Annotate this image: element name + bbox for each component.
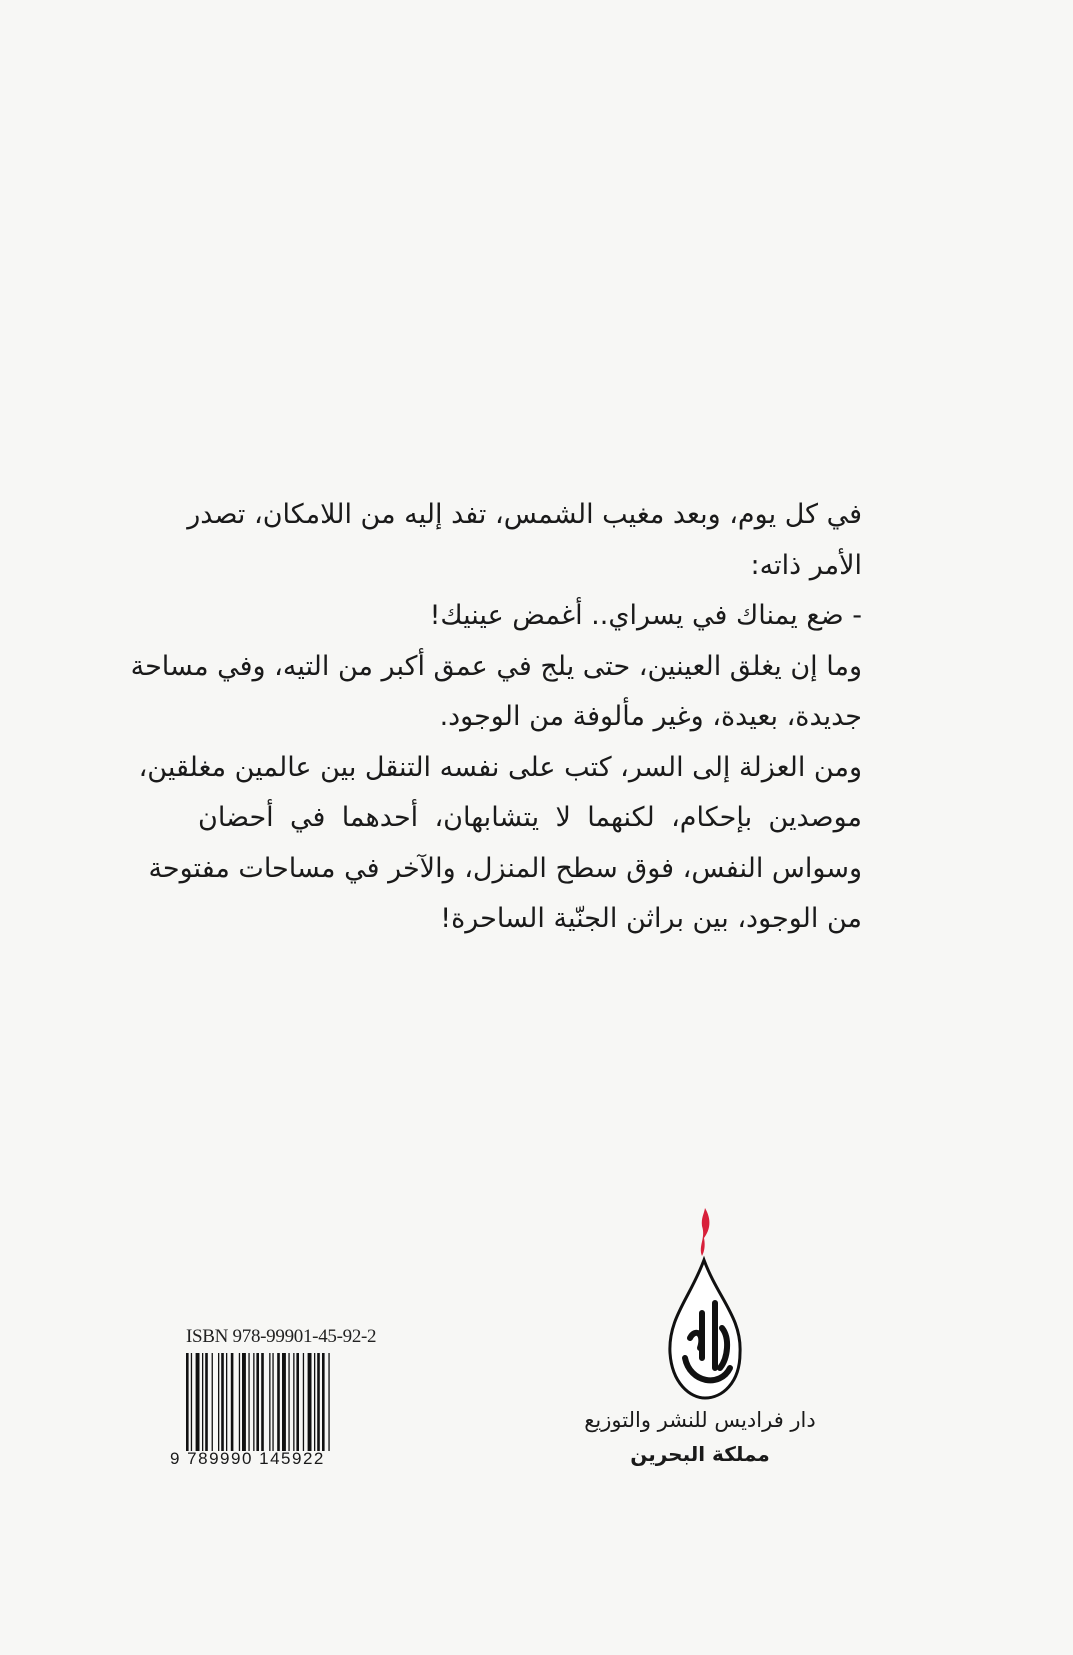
- barcode-bar: [272, 1353, 273, 1451]
- blurb-line: من الوجود، بين براثن الجنّية الساحرة!: [440, 903, 862, 934]
- barcode-bar: [282, 1353, 286, 1451]
- barcode-bar: [314, 1353, 315, 1451]
- blurb-line: جديدة، بعيدة، وغير مألوفة من الوجود.: [439, 701, 862, 732]
- barcode-bar: [218, 1353, 219, 1451]
- blurb-line: في كل يوم، وبعد مغيب الشمس، تفد إليه من اللامكان، تصدر: [187, 499, 862, 530]
- back-cover-blurb: [130, 490, 862, 945]
- barcode-bar: [212, 1353, 213, 1451]
- barcode-bar: [261, 1353, 264, 1451]
- barcode-bar: [221, 1353, 224, 1451]
- blurb-line: وسواس النفس، فوق سطح المنزل، والآخر في مساحات مفتوحة: [148, 852, 862, 884]
- barcode-bar: [269, 1353, 270, 1451]
- barcode-bar: [328, 1353, 329, 1451]
- barcode-bar: [226, 1353, 227, 1451]
- barcode-bar: [196, 1353, 200, 1451]
- publisher-location: مملكة البحرين: [630, 1442, 770, 1466]
- barcode-bar: [253, 1353, 254, 1451]
- barcode-bar: [317, 1353, 320, 1451]
- barcode-bar: [293, 1353, 294, 1451]
- publisher-name: دار فراديس للنشر والتوزيع: [584, 1408, 816, 1432]
- blurb-line: موصدين بإحكام، لكنهما لا يتشابهان، أحدهما في أحضان: [198, 802, 862, 833]
- blurb-line: وما إن يغلق العينين، حتى يلج في عمق أكبر من التيه، وفي مساحة: [130, 650, 862, 682]
- barcode-bar: [256, 1353, 259, 1451]
- flame-icon: [701, 1208, 710, 1256]
- barcode-bar: [231, 1353, 234, 1451]
- barcode-bar: [202, 1353, 203, 1451]
- barcode-bar: [303, 1353, 304, 1451]
- barcode-digits: 9 789990 145922: [170, 1449, 325, 1468]
- barcode-bar: [322, 1353, 325, 1451]
- barcode-bar: [277, 1353, 280, 1451]
- barcode-bar: [242, 1353, 246, 1451]
- barcode-image: [184, 1353, 376, 1451]
- barcode-bar: [288, 1353, 289, 1451]
- barcode-bar: [205, 1353, 208, 1451]
- blurb-line: - ضع يمناك في يسراي.. أغمض عينيك!: [429, 600, 862, 631]
- barcode-bar: [308, 1353, 312, 1451]
- barcode-bar: [296, 1353, 299, 1451]
- barcode-bar: [239, 1353, 240, 1451]
- publisher-logo: [660, 1208, 750, 1403]
- isbn-label: ISBN 978-99901-45-92-2: [186, 1326, 377, 1347]
- barcode-bar: [248, 1353, 249, 1451]
- blurb-line: ومن العزلة إلى السر، كتب على نفسه التنقل بين عالمين مغلقين،: [138, 751, 862, 783]
- blurb-line: الأمر ذاته:: [750, 549, 862, 581]
- barcode-bar: [191, 1353, 192, 1451]
- barcode-bar: [186, 1353, 189, 1451]
